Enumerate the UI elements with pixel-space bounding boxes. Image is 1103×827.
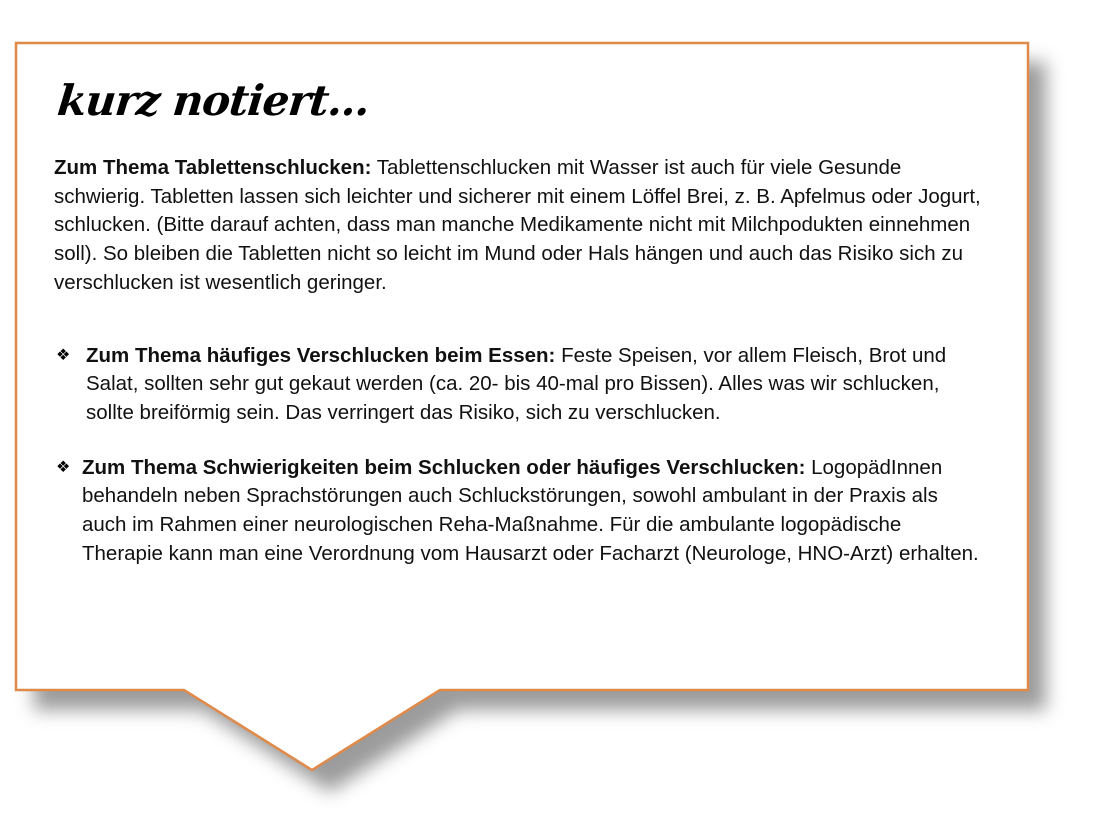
note-title: kurz notiert…	[55, 76, 372, 125]
diamond-bullet-icon: ❖	[56, 346, 71, 364]
bullet-text: LogopädInnen behandeln neben Sprachstörungen auch Schluckstörungen, sowohl ambulant in der Praxis als auch im Rahmen einer neurologischen Reha-Maßnahme. Für die ambulante logopädische Therapie kann man eine Verordnung vom Hausarzt oder Facharzt (Neurologe, HNO-Arzt) erhalten.	[82, 455, 979, 565]
intro-heading: Zum Thema Tablettenschlucken:	[54, 156, 372, 179]
bullet-item-schwierigkeiten	[54, 454, 984, 569]
intro-paragraph	[54, 154, 984, 298]
diamond-bullet-icon: ❖	[56, 458, 71, 476]
intro-text: Tablettenschlucken mit Wasser ist auch für viele Gesunde schwierig. Tabletten lassen sich leichter und sicherer mit einem Löffel Brei, z. B. Apfelmus oder Jogurt, schlucken. (Bitte darauf achten, dass man manche Medikamente nicht mit Milchpodukten einnehmen soll). So bleiben die Tabletten nicht so leicht im Mund oder Hals hängen und auch das Risiko sich zu verschlucken ist wesentlich geringer.	[54, 156, 981, 294]
bullet-text: Feste Speisen, vor allem Fleisch, Brot und Salat, sollten sehr gut gekaut werden (ca. 20- bis 40-mal pro Bissen). Alles was wir schlucken, sollte breiförmig sein. Das verringert das Risiko, sich zu verschlucken.	[86, 343, 947, 424]
note-content	[54, 76, 984, 568]
bullet-item-verschlucken	[54, 342, 984, 428]
bullet-heading: Zum Thema Schwierigkeiten beim Schlucken oder häufiges Verschlucken:	[82, 455, 806, 479]
bullet-heading: Zum Thema häufiges Verschlucken beim Essen:	[86, 343, 556, 367]
